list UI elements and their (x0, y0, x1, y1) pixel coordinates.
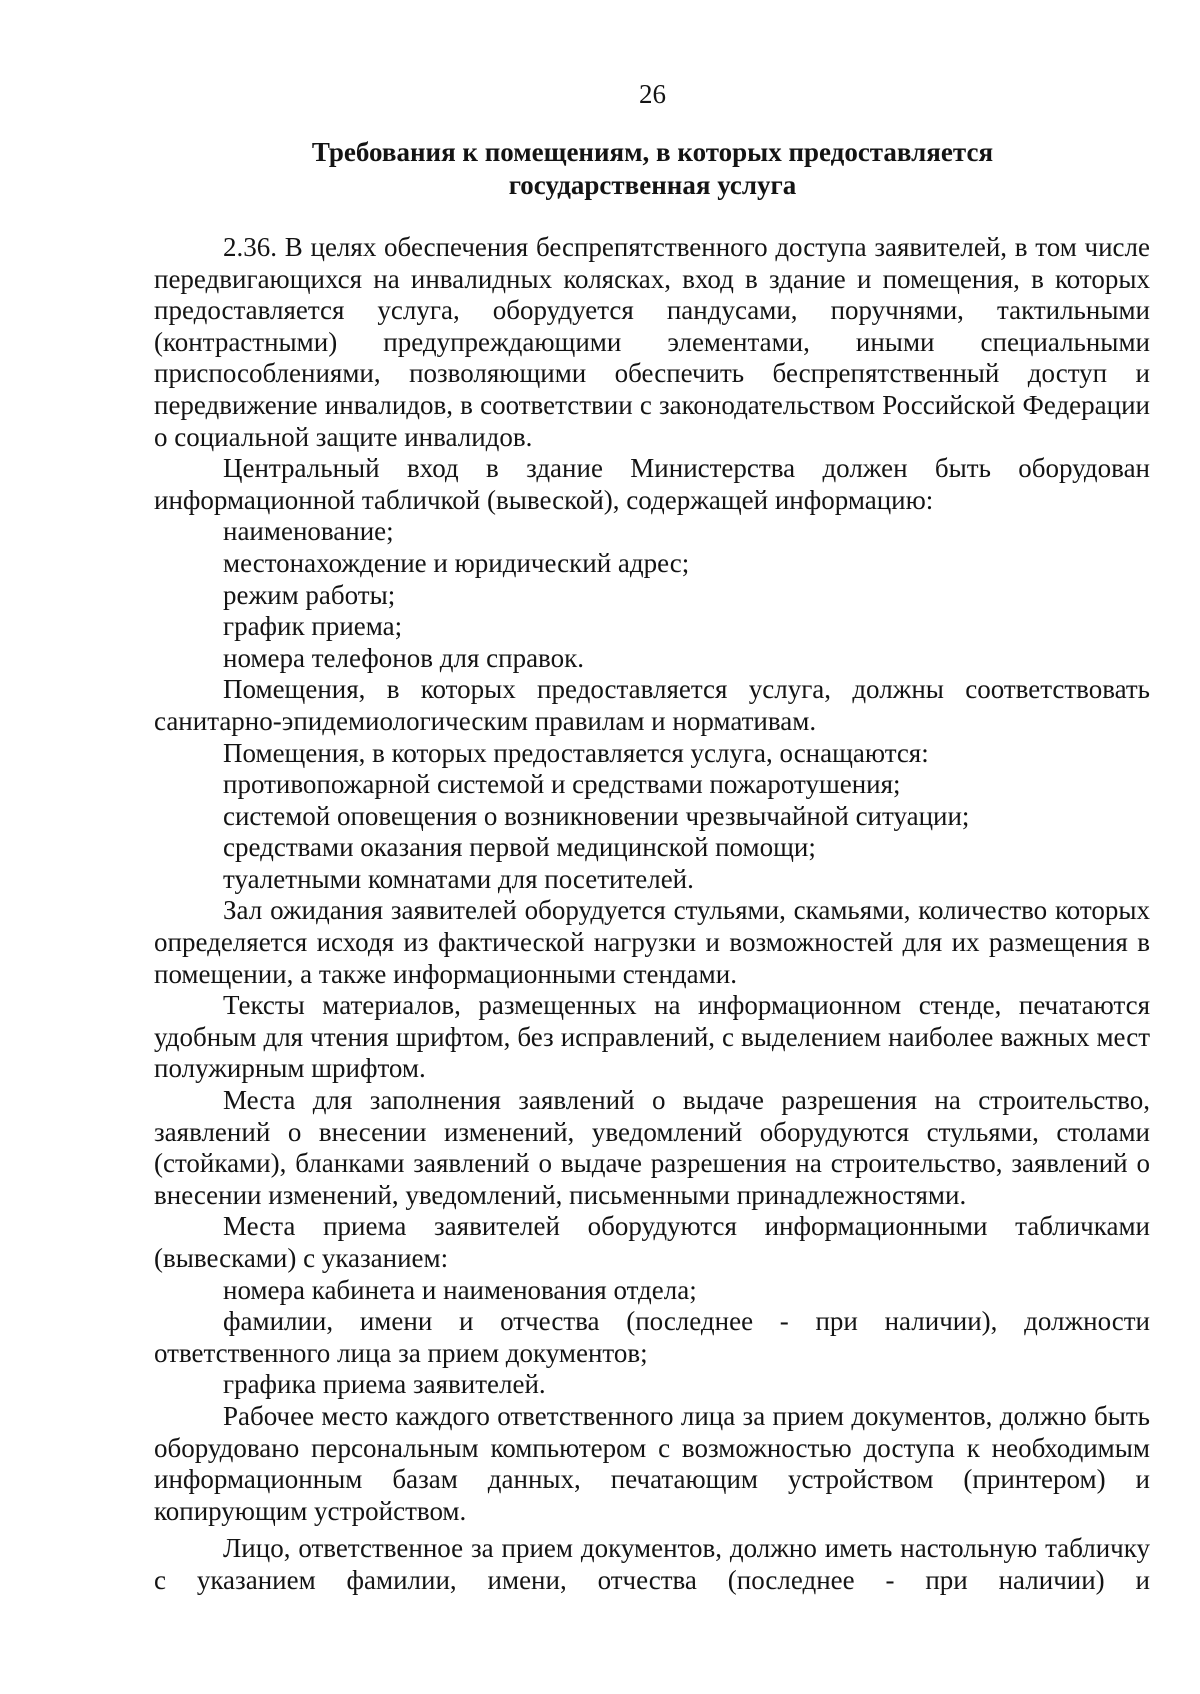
list-item: фамилии, имени и отчества (последнее - при наличии), должности ответственного лица за прием документов; (154, 1306, 1150, 1368)
paragraph: Лицо, ответственное за прием документов, должно иметь настольную табличку с указанием фамилии, имени, отчества (последнее - при наличии) и (154, 1533, 1150, 1595)
list-item: номера кабинета и наименования отдела; (223, 1274, 697, 1305)
paragraph: Рабочее место каждого ответственного лица за прием документов, должно быть оборудовано персональным компьютером с возможностью доступа к необходимым информационным базам данных, печатающим устройством (принтером) и копирующим устройством. (154, 1400, 1150, 1526)
paragraph: Тексты материалов, размещенных на информационном стенде, печатаются удобным для чтения шрифтом, без исправлений, с выделением наиболее важных мест полужирным шрифтом. (154, 990, 1150, 1084)
list-item: график приема; (223, 611, 403, 642)
heading-line-1: Требования к помещениям, в которых предоставляется (311, 137, 994, 167)
paragraph: Зал ожидания заявителей оборудуется стульями, скамьями, количество которых определяется исходя из фактической нагрузки и возможностей для их размещения в помещении, а также информационными стендами. (154, 895, 1150, 989)
heading-line-2: государственная услуга (508, 170, 797, 200)
page-number: 26 (639, 79, 666, 109)
list-item: местонахождение и юридический адрес; (223, 547, 690, 578)
list-item: графика приема заявителей. (223, 1369, 546, 1400)
list-item: противопожарной системой и средствами пожаротушения; (223, 769, 901, 800)
document-body (154, 232, 1150, 1597)
paragraph: Помещения, в которых предоставляется услуга, оснащаются: (223, 737, 929, 768)
list-item: туалетными комнатами для посетителей. (223, 863, 694, 894)
paragraph: 2.36. В целях обеспечения беспрепятственного доступа заявителей, в том числе передвигающихся на инвалидных колясках, вход в здание и помещения, в которых предоставляется услуга, оборудуется пандусами, поручнями, тактильными (контрастными) предупреждающими элементами, иными специальными приспособлениями, позволяющими обеспечить беспрепятственный доступ и передвижение инвалидов, в соответствии с законодательством Российской Федерации о социальной защите инвалидов. (154, 232, 1150, 452)
paragraph: Места приема заявителей оборудуются информационными табличками (вывесками) с указанием: (154, 1211, 1150, 1273)
list-item: наименование; (223, 516, 394, 547)
paragraph: Центральный вход в здание Министерства должен быть оборудован информационной табличкой (вывеской), содержащей информацию: (154, 453, 1150, 515)
paragraph: Помещения, в которых предоставляется услуга, должны соответствовать санитарно-эпидемиологическим правилам и нормативам. (154, 674, 1150, 736)
list-item: номера телефонов для справок. (223, 642, 584, 673)
paragraph: Места для заполнения заявлений о выдаче разрешения на строительство, заявлений о внесении изменений, уведомлений оборудуются стульями, столами (стойками), бланками заявлений о выдаче разрешения на строительство, заявлений о внесении изменений, уведомлений, письменными принадлежностями. (154, 1085, 1150, 1210)
section-heading (200, 136, 1105, 202)
list-item: системой оповещения о возникновении чрезвычайной ситуации; (223, 800, 970, 831)
list-item: средствами оказания первой медицинской помощи; (223, 832, 816, 863)
list-item: режим работы; (223, 579, 396, 610)
